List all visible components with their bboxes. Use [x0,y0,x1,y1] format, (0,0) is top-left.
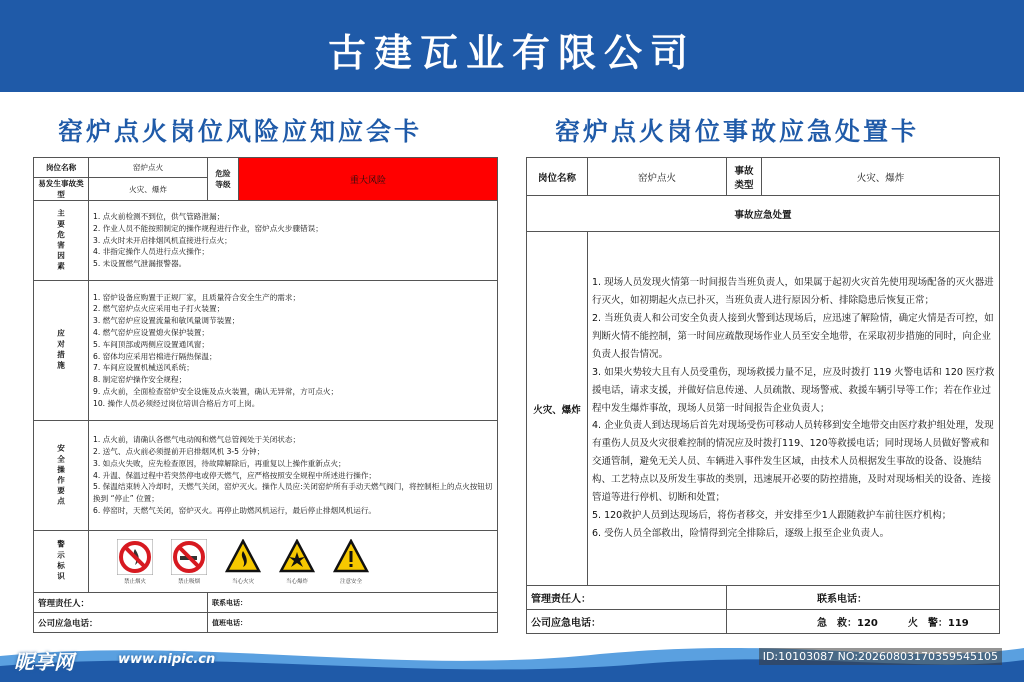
accident-label: 易发生事故类型 [34,178,89,201]
accident-type-label: 事故类型 [727,158,762,196]
caution-icon [333,539,369,575]
caution-sign: 注意安全 [331,539,371,585]
signs-section-label: 警示标识 [34,531,89,593]
list-item: 5. 未设置燃气泄漏报警器。 [93,259,187,269]
operation-section-label: 安全操作要点 [34,421,89,531]
list-item: 4. 升温、保温过程中若突然停电或停天燃气，应严格按照安全规程中所述进行操作； [93,470,377,480]
no-fire-sign: 禁止烟火 [115,539,155,585]
emergency-steps [588,232,1000,586]
watermark-id: ID:10103087 NO:20260803170359545105 [759,648,1002,665]
signs-cell [89,531,498,593]
fire-number: 火 警：119 [907,618,969,629]
list-item: 10. 操作人员必须经过岗位培训合格后方可上岗。 [93,398,260,408]
list-item: 2. 燃气窑炉点火应采用电子打火装置； [93,304,225,314]
list-item: 5. 保温结束转入冷却时，天燃气关闭，窑炉灭火。操作人员应:关闭窑炉所有手动天燃气阀门，将控制柜上的点火按钮切换到 “停止” 位置； [93,482,493,504]
list-item: 6. 窑体均应采用岩棉进行隔热保温； [93,351,217,361]
no-fire-icon [117,539,153,575]
duty-phone-label: 值班电话： [208,613,498,633]
manager-label: 管理责任人： [527,586,727,610]
post-value: 窑炉点火 [588,158,727,196]
emergency-card-table [526,157,1000,634]
risk-level-value: 重大风险 [239,158,498,201]
risk-level-label: 危险等级 [208,158,239,201]
contact-label: 联系电话： [727,586,1000,610]
list-item: 6. 停窑时，天燃气关闭，窑炉灭火。再停止助燃风机运行，最后停止排烟风机运行。 [93,505,377,515]
list-item: 1. 点火前，请确认各燃气电动阀和燃气总管阀处于关闭状态； [93,435,301,445]
manager-label: 管理责任人： [34,593,208,613]
emergency-phone-label: 公司应急电话： [527,610,727,634]
list-item: 2. 当班负责人和公司安全负责人接到火警到达现场后，应迅速了解险情，确定火情是否可控，如判断火情不能控制，第一时间应疏散现场作业人员至安全地带，在采取初步措施的同时，向企业负责人报告情况。 [592,313,994,360]
list-item: 2. 送气、点火前必须提前开启排烟风机 3-5 分钟； [93,447,265,456]
hazard-section-label: 主要危害因素 [34,201,89,281]
measures-list [89,281,498,421]
post-value: 窑炉点火 [89,158,208,178]
list-item: 7. 车间应设置机械送风系统； [93,363,194,373]
row-label: 火灾、爆炸 [527,232,588,586]
list-item: 6. 受伤人员全部救出，险情得到完全排除后，逐级上报至企业负责人。 [592,527,890,539]
list-item: 4. 燃气窑炉应设置熄火保护装置； [93,327,209,337]
list-item: 5. 120救护人员到达现场后，将伤者移交，并安排至少1人跟随救护车前往医疗机构； [592,509,952,521]
hazard-list [89,201,498,281]
first-aid-number: 急 救：120 [817,618,878,629]
list-item: 4. 企业负责人到达现场后首先对现场受伤可移动人员转移到安全地带交由医疗救护组处理，发现有重伤人员及火灾很难控制的情况应及时拨打119、120等救援电话；同时现场人员做好警戒和交通管制，避免无关人员、车辆进入事件发生区域，由技术人员根据发生事故的设备、设施结构、工艺特点以及所发生事故的类别，迅速展开必要的防控措施，及时对现场相关的设备、连接管道等进行停机、切断和处置； [592,420,994,504]
list-item: 1. 点火前检测不到位，供气管路泄漏； [93,212,225,221]
list-item: 5. 车间顶部或两侧应设置通风窗； [93,339,209,349]
list-item: 3. 如果火势较大且有人员受重伤，现场救援力量不足，应及时拨打 119 火警电话和 120 医疗救援电话，请求支援，并做好信息传递、人员疏散、现场警戒、救援车辆引导等工作；若在作业过程中发生爆炸事故，现场人员第一时间报告企业负责人； [592,366,995,414]
explosion-warning-sign: 当心爆炸 [277,539,317,585]
accident-value: 火灾、爆炸 [89,178,208,201]
right-card-title: 窑炉点火岗位事故应急处置卡 [555,117,920,146]
fire-warning-icon [225,539,261,575]
explosion-warning-icon [279,539,315,575]
section-header: 事故应急处置 [527,196,1000,232]
risk-card-table [33,157,498,633]
list-item: 1. 现场人员发现火情第一时间报告当班负责人，如果属于起初火灾首先使用现场配备的灭火器进行灭火，如初期起火点已扑灭，当班负责人进行原因分析、排除隐患后恢复正常； [592,277,994,307]
contact-label: 联系电话： [208,593,498,613]
left-card-title: 窑炉点火岗位风险应知应会卡 [58,117,423,146]
measures-section-label: 应对措施 [34,281,89,421]
fire-warning-sign: 当心火灾 [223,539,263,585]
list-item: 8. 制定窑炉操作安全规程； [93,375,187,385]
watermark-url: www.nipic.cn [118,652,216,667]
post-label: 岗位名称 [34,158,89,178]
list-item: 3. 如点火失败，应先检查原因，待故障解除后，再重复以上操作重新点火； [93,458,346,468]
post-label: 岗位名称 [527,158,588,196]
list-item: 9. 点火前，全面检查窑炉安全设施及点火装置，确认无异常，方可点火； [93,386,339,396]
list-item: 1. 窑炉设备应购置于正规厂家，且质量符合安全生产的需求； [93,292,301,302]
watermark-brand: 昵享网 [14,650,74,674]
emergency-phone-label: 公司应急电话： [34,613,208,633]
accident-type-value: 火灾、爆炸 [762,158,1000,196]
list-item: 3. 燃气窑炉应设置流量和敏风量调节装置； [93,316,240,326]
company-name: 古建瓦业有限公司 [327,30,696,75]
list-item: 2. 作业人员不能按照制定的操作规程进行作业，窑炉点火步骤错误； [93,223,323,233]
no-smoking-sign: 禁止吸烟 [169,539,209,585]
list-item: 4. 非指定操作人员进行点火操作； [93,247,209,257]
list-item: 3. 点火时未开启排烟风机直接进行点火； [93,235,232,245]
no-smoking-icon [171,539,207,575]
hotline-numbers [727,610,1000,634]
operation-list [89,421,498,531]
